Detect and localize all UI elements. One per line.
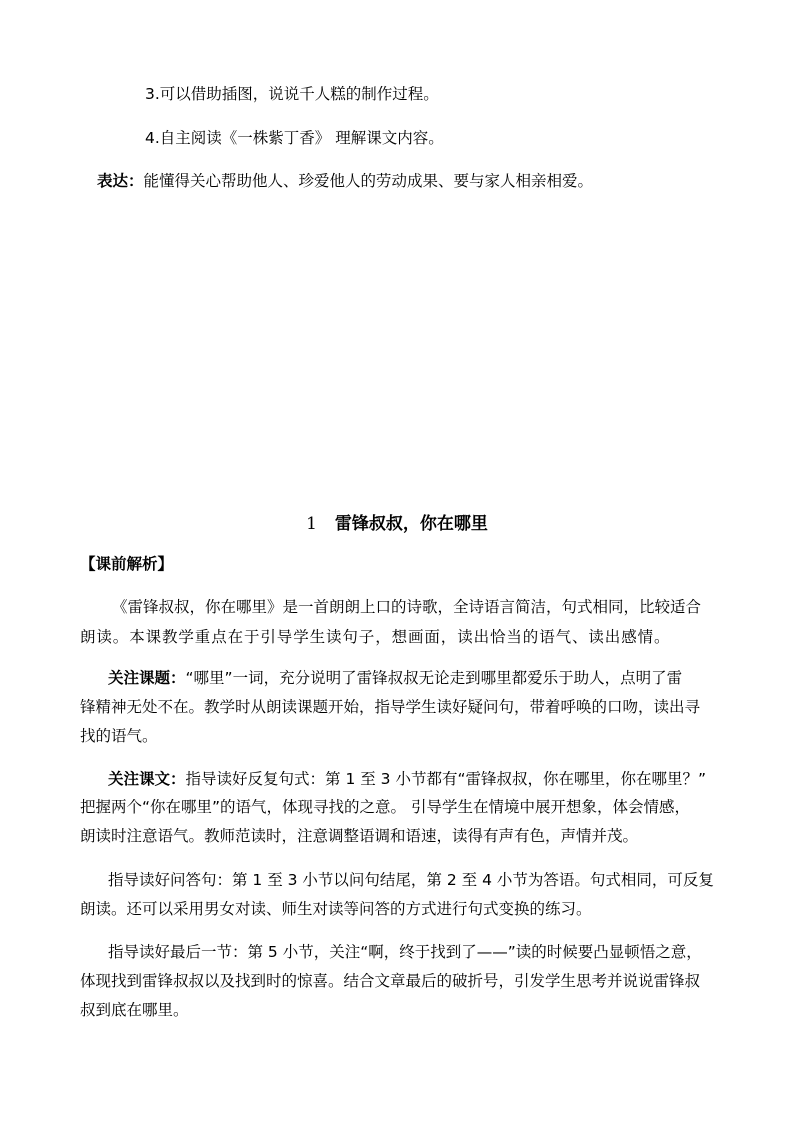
objective-item-3: 3.可以借助插图，说说千人糕的制作过程。 xyxy=(145,85,439,103)
qa-guide-line-2: 朗读。还可以采用男女对读、师生对读等问答的方式进行句式变换的练习。 xyxy=(80,900,592,918)
focus-text-line-3: 朗读时注意语气。教师范读时，注意调整语调和语速，读得有声有色，声情并茂。 xyxy=(80,827,639,845)
focus-title-text: “哪里”一词，充分说明了雷锋叔叔无论走到哪里都爱乐于助人，点明了雷 xyxy=(185,669,683,687)
analysis-heading: 【课前解析】 xyxy=(80,555,174,573)
focus-text-text: 指导读好反复句式：第 1 至 3 小节都有“雷锋叔叔，你在哪里，你在哪里？” xyxy=(185,770,707,788)
expression-label: 表达： xyxy=(97,172,144,190)
last-section-line-3: 叔到底在哪里。 xyxy=(80,1001,189,1019)
expression-text: 能懂得关心帮助他人、珍爱他人的劳动成果、要与家人相亲相爱。 xyxy=(143,172,594,190)
focus-text-label: 关注课文： xyxy=(108,770,186,788)
focus-title-line-2: 锋精神无处不在。教学时从朗读课题开始，指导学生读好疑问句，带着呼唤的口吻，读出寻 xyxy=(80,698,701,716)
last-section-line-1: 指导读好最后一节：第 5 小节，关注“啊，终于找到了——”读的时候要凸显顿悟之意， xyxy=(108,943,702,961)
focus-title-label: 关注课题： xyxy=(108,669,186,687)
lesson-title-text: 雷锋叔叔，你在哪里 xyxy=(334,514,488,534)
lesson-title xyxy=(0,509,794,534)
focus-title-line-1 xyxy=(108,668,682,688)
objective-item-4: 4.自主阅读《一株紫丁香》 理解课文内容。 xyxy=(145,129,444,147)
intro-line-1: 《雷锋叔叔，你在哪里》是一首朗朗上口的诗歌，全诗语言简洁，句式相同，比较适合 xyxy=(112,598,702,616)
focus-text-line-2: 把握两个“你在哪里”的语气，体现寻找的之意。 引导学生在情境中展开想象，体会情感， xyxy=(80,798,690,816)
focus-title-line-3: 找的语气。 xyxy=(80,727,158,745)
focus-text-line-1 xyxy=(108,769,706,789)
lesson-number: 1 xyxy=(306,514,317,534)
last-section-line-2: 体现找到雷锋叔叔以及找到时的惊喜。结合文章最后的破折号，引发学生思考并说说雷锋叔 xyxy=(80,972,701,990)
qa-guide-line-1: 指导读好问答句：第 1 至 3 小节以问句结尾，第 2 至 4 小节为答语。句式相同，可反复 xyxy=(108,871,714,889)
intro-line-2: 朗读。本课教学重点在于引导学生读句子，想画面，读出恰当的语气、读出感情。 xyxy=(80,628,671,646)
expression-objective xyxy=(97,171,593,191)
